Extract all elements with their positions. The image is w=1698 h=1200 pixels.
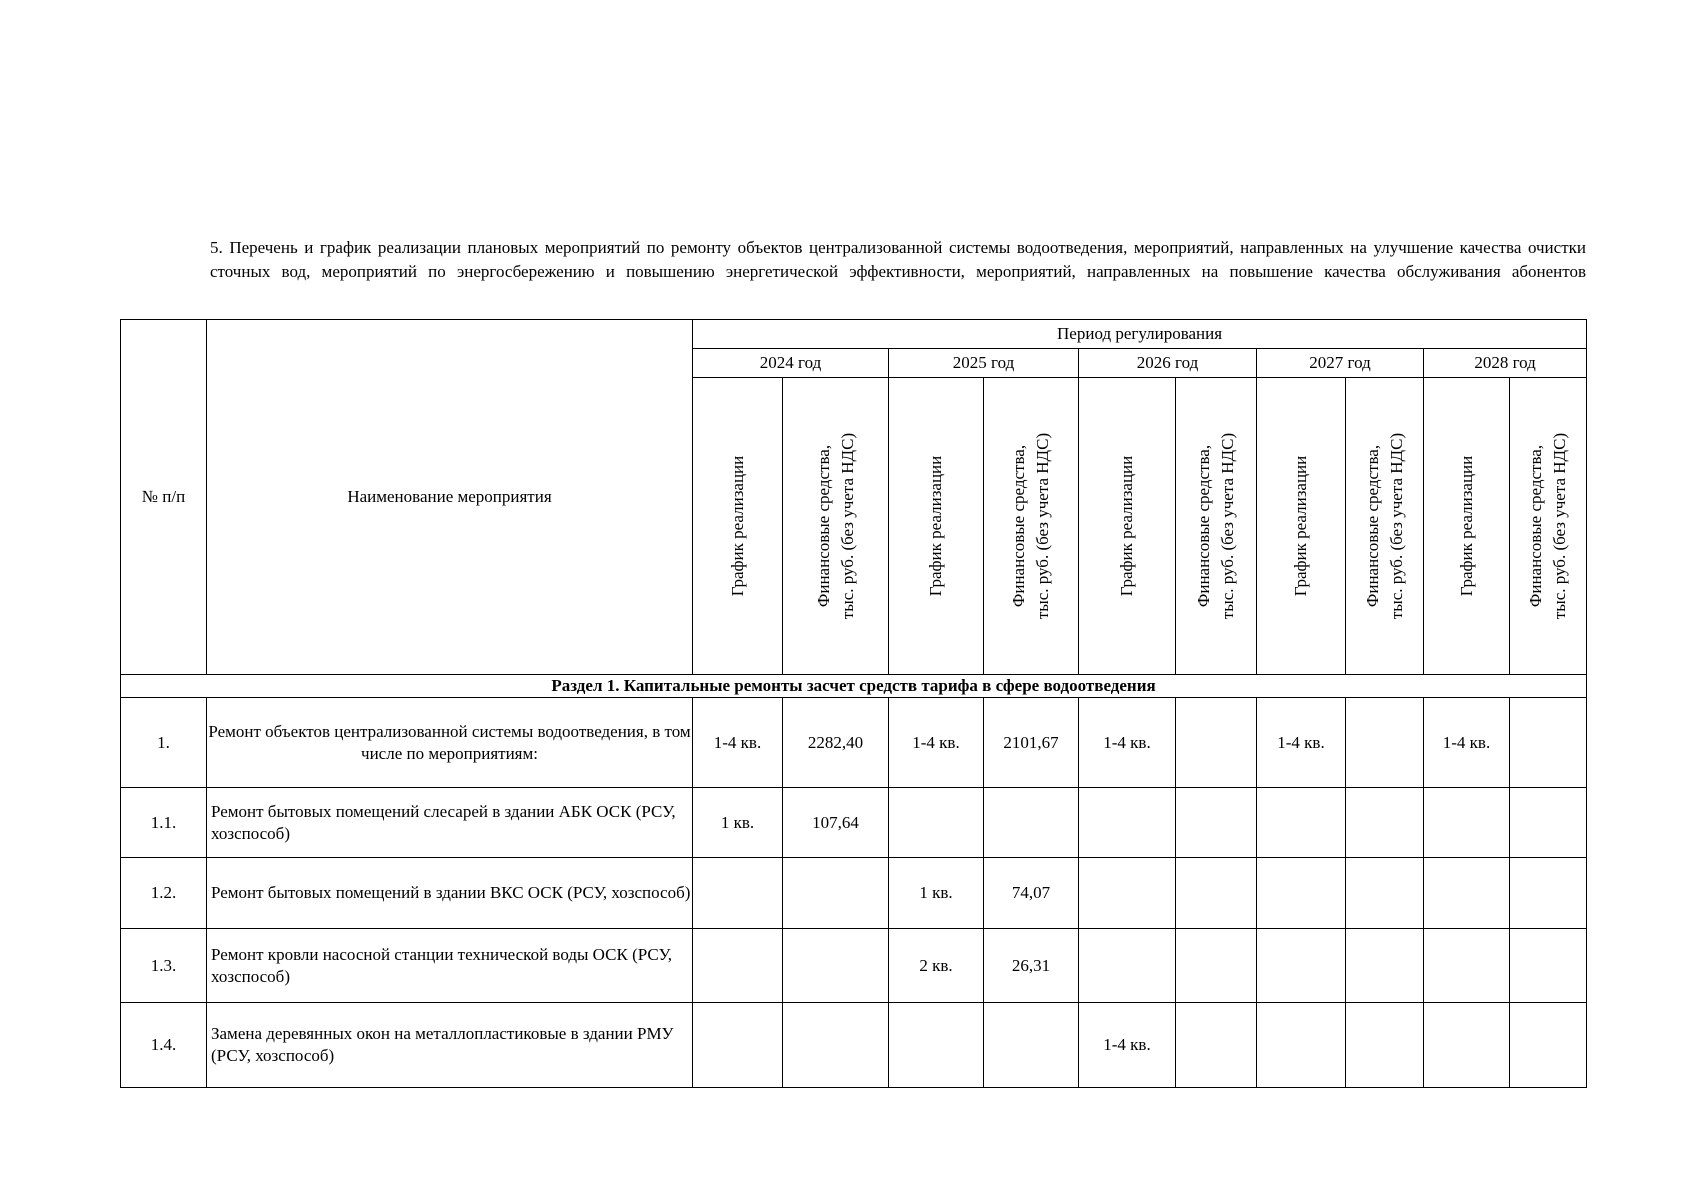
cell-schedule-2024 [693,1003,783,1088]
cell-schedule-2027 [1257,788,1346,858]
cell-finance-2028 [1510,788,1587,858]
cell-schedule-2027 [1257,929,1346,1003]
cell-finance-2027 [1346,1003,1424,1088]
cell-finance-2024 [783,858,889,929]
cell-schedule-2026 [1079,858,1176,929]
cell-finance-2028 [1510,698,1587,788]
header-year-2028: 2028 год [1424,349,1587,378]
header-finance-2027: Финансовые средства, тыс. руб. (без учета НДС) [1346,378,1424,675]
cell-finance-2026 [1176,1003,1257,1088]
cell-schedule-2026: 1-4 кв. [1079,1003,1176,1088]
row-number: 1.1. [121,788,207,858]
header-schedule-2027: График реализации [1257,378,1346,675]
cell-finance-2025 [984,1003,1079,1088]
header-activity-name: Наименование мероприятия [207,320,693,675]
cell-schedule-2025: 1-4 кв. [889,698,984,788]
cell-schedule-2026: 1-4 кв. [1079,698,1176,788]
cell-finance-2024 [783,929,889,1003]
table-row [121,929,1587,1003]
cell-finance-2028 [1510,858,1587,929]
cell-finance-2028 [1510,929,1587,1003]
cell-schedule-2026 [1079,788,1176,858]
header-year-2027: 2027 год [1257,349,1424,378]
cell-schedule-2027: 1-4 кв. [1257,698,1346,788]
row-number: 1.3. [121,929,207,1003]
row-activity-name: Ремонт кровли насосной станции технической воды ОСК (РСУ, хозспособ) [207,929,693,1003]
plan-table [120,319,1587,1088]
table-row [121,858,1587,929]
row-number: 1. [121,698,207,788]
cell-finance-2027 [1346,858,1424,929]
cell-schedule-2025: 1 кв. [889,858,984,929]
cell-schedule-2025: 2 кв. [889,929,984,1003]
cell-finance-2025: 74,07 [984,858,1079,929]
cell-schedule-2027 [1257,858,1346,929]
cell-finance-2026 [1176,929,1257,1003]
table-row [121,1003,1587,1088]
header-number: № п/п [121,320,207,675]
cell-finance-2024: 2282,40 [783,698,889,788]
header-year-2026: 2026 год [1079,349,1257,378]
header-schedule-2025: График реализации [889,378,984,675]
cell-finance-2027 [1346,788,1424,858]
cell-finance-2026 [1176,788,1257,858]
header-year-2025: 2025 год [889,349,1079,378]
row-number: 1.2. [121,858,207,929]
cell-schedule-2024: 1-4 кв. [693,698,783,788]
header-finance-2024: Финансовые средства, тыс. руб. (без учета НДС) [783,378,889,675]
row-activity-name: Замена деревянных окон на металлопластиковые в здании РМУ (РСУ, хозспособ) [207,1003,693,1088]
row-activity-name: Ремонт бытовых помещений в здании ВКС ОСК (РСУ, хозспособ) [207,858,693,929]
cell-schedule-2028 [1424,1003,1510,1088]
header-schedule-2028: График реализации [1424,378,1510,675]
header-finance-2028: Финансовые средства, тыс. руб. (без учета НДС) [1510,378,1587,675]
cell-finance-2026 [1176,858,1257,929]
cell-schedule-2025 [889,1003,984,1088]
heading-line-1: 5. Перечень и график реализации плановых мероприятий по ремонту объектов централизованной системы водоотведения, мероприятий, направленных на [210,238,1367,257]
header-finance-2025: Финансовые средства, тыс. руб. (без учета НДС) [984,378,1079,675]
cell-finance-2027 [1346,698,1424,788]
cell-schedule-2028 [1424,788,1510,858]
cell-finance-2027 [1346,929,1424,1003]
cell-schedule-2024 [693,929,783,1003]
header-schedule-2024: График реализации [693,378,783,675]
cell-schedule-2025 [889,788,984,858]
cell-schedule-2027 [1257,1003,1346,1088]
section-title: Раздел 1. Капитальные ремонты засчет средств тарифа в сфере водоотведения [121,675,1587,698]
table-row [121,698,1587,788]
cell-schedule-2028: 1-4 кв. [1424,698,1510,788]
cell-finance-2025: 2101,67 [984,698,1079,788]
cell-schedule-2028 [1424,858,1510,929]
header-finance-2026: Финансовые средства, тыс. руб. (без учета НДС) [1176,378,1257,675]
cell-finance-2025 [984,788,1079,858]
row-number: 1.4. [121,1003,207,1088]
table-row [121,788,1587,858]
cell-finance-2024 [783,1003,889,1088]
heading-line-3: повышение качества обслуживания абонентов [1229,262,1586,281]
cell-schedule-2024: 1 кв. [693,788,783,858]
cell-finance-2028 [1510,1003,1587,1088]
header-schedule-2026: График реализации [1079,378,1176,675]
row-activity-name: Ремонт объектов централизованной системы водоотведения, в том числе по мероприятиям: [207,698,693,788]
cell-finance-2026 [1176,698,1257,788]
cell-finance-2024: 107,64 [783,788,889,858]
cell-finance-2025: 26,31 [984,929,1079,1003]
cell-schedule-2026 [1079,929,1176,1003]
cell-schedule-2024 [693,858,783,929]
cell-schedule-2028 [1424,929,1510,1003]
header-period: Период регулирования [693,320,1587,349]
header-year-2024: 2024 год [693,349,889,378]
document-heading [210,236,1586,308]
heading-line-2: улучшение качества очистки сточных вод, мероприятий по энергосбережению и повышению энергетической эффективности, мероприятий, направленных на [210,238,1586,281]
row-activity-name: Ремонт бытовых помещений слесарей в здании АБК ОСК (РСУ, хозспособ) [207,788,693,858]
